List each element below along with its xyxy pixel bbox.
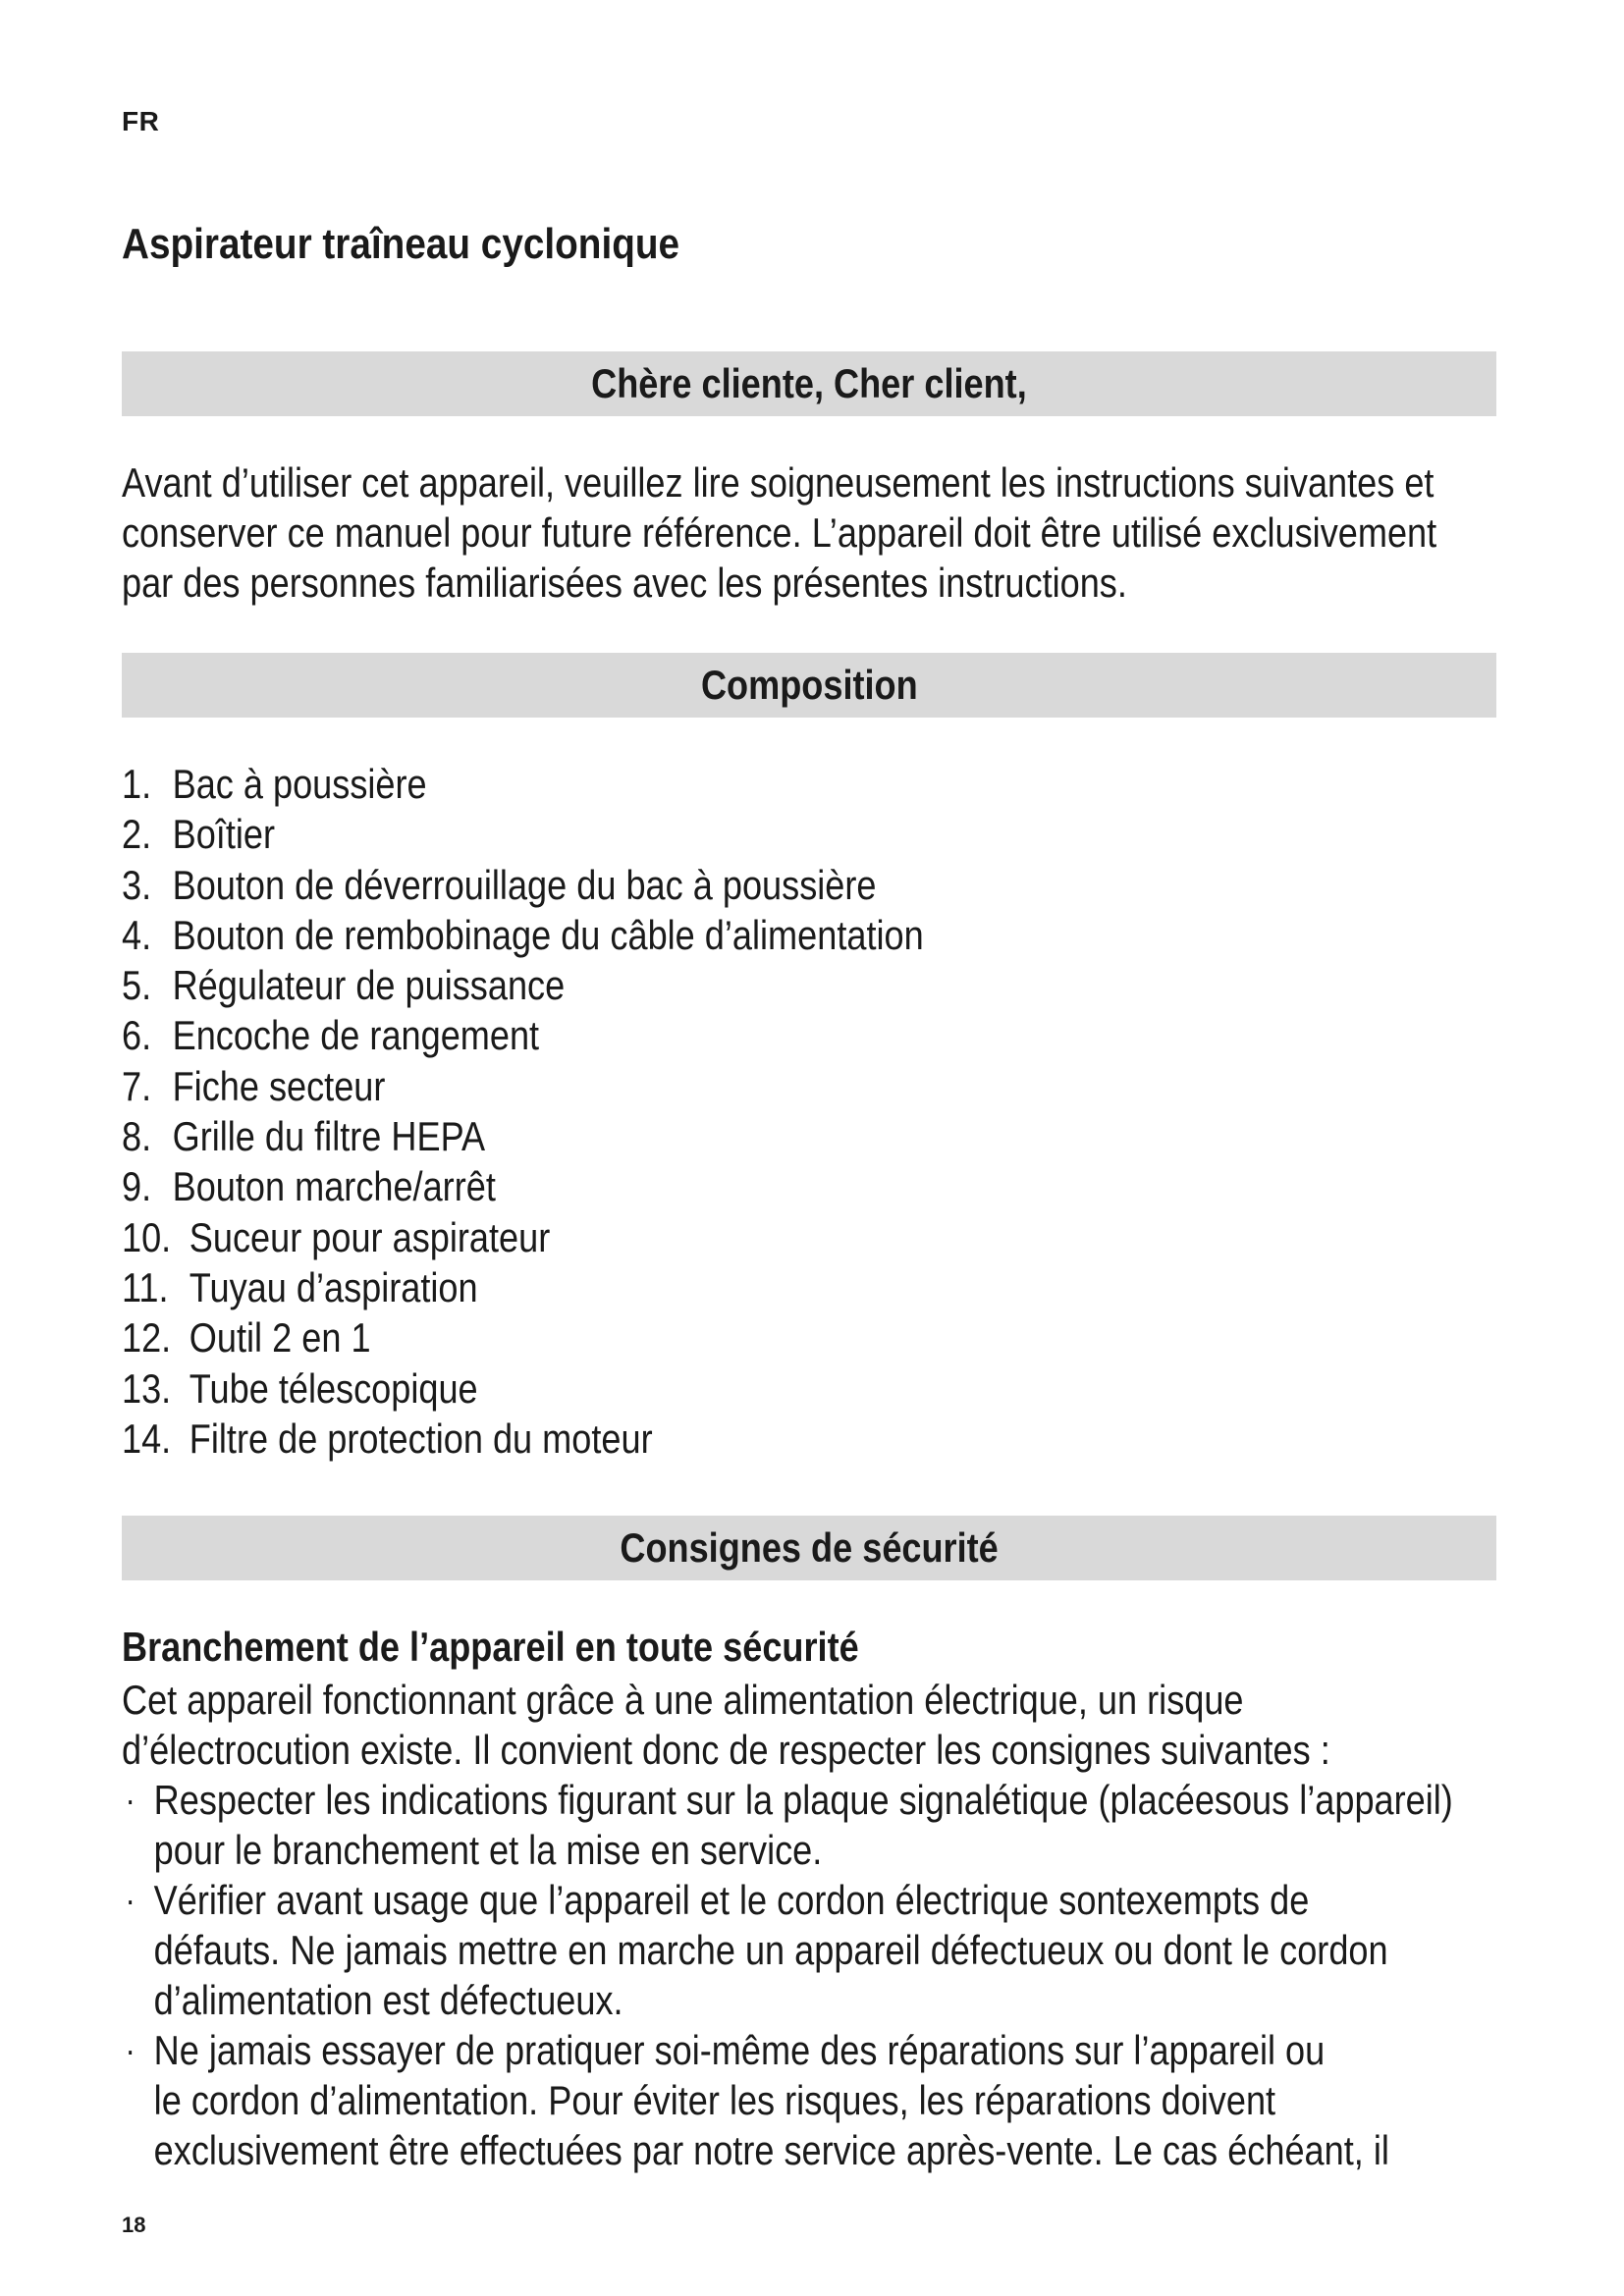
- list-item-label: Bouton marche/arrêt: [172, 1163, 496, 1210]
- safety-intro-paragraph: [122, 1675, 1330, 1775]
- section-heading-greeting: [122, 351, 1496, 416]
- list-item-number: 6.: [122, 1012, 152, 1059]
- list-item-number: 1.: [122, 761, 152, 807]
- list-item-number: 5.: [122, 962, 152, 1009]
- list-item-number: 7.: [122, 1062, 152, 1109]
- list-item: [122, 1061, 924, 1111]
- paragraph-line: Avant d’utiliser cet appareil, veuillez lire soigneusement les instructions suivantes et: [122, 459, 1435, 506]
- list-item: [122, 759, 924, 809]
- language-code: FR: [122, 106, 160, 136]
- list-item-label: Bouton de déverrouillage du bac à poussière: [172, 861, 877, 908]
- bullet-item: [122, 2025, 1453, 2175]
- bullet-icon: ·: [125, 1780, 135, 1820]
- bullet-line: pour le branchement et la mise en service.: [153, 1827, 823, 1873]
- list-item-number: 3.: [122, 861, 152, 908]
- list-item-number: 8.: [122, 1113, 152, 1160]
- paragraph-line: d’électrocution existe. Il convient donc de respecter les consignes suivantes :: [122, 1727, 1330, 1773]
- bullet-line: Respecter les indications figurant sur la plaque signalétique (placéesous l’appareil): [153, 1777, 1453, 1823]
- section-heading-composition: [122, 653, 1496, 718]
- intro-paragraph: [122, 457, 1436, 608]
- list-item-label: Bouton de rembobinage du câble d’alimentation: [172, 911, 924, 958]
- list-item-number: 4.: [122, 911, 152, 958]
- section-heading-text: Consignes de sécurité: [620, 1524, 999, 1571]
- list-item-label: Tuyau d’aspiration: [189, 1263, 478, 1310]
- list-item-label: Filtre de protection du moteur: [189, 1415, 653, 1462]
- bullet-line: exclusivement être effectuées par notre service après-vente. Le cas échéant, il: [153, 2127, 1389, 2173]
- list-item-number: 12.: [122, 1314, 172, 1362]
- list-item-label: Suceur pour aspirateur: [189, 1213, 551, 1260]
- paragraph-line: conserver ce manuel pour future référence. L’appareil doit être utilisé exclusivement: [122, 509, 1437, 556]
- list-item-label: Encoche de rangement: [172, 1012, 540, 1059]
- composition-list: [122, 759, 1055, 1464]
- section-heading-safety: [122, 1516, 1496, 1580]
- list-item-number: 10.: [122, 1213, 172, 1260]
- paragraph-line: Cet appareil fonctionnant grâce à une alimentation électrique, un risque: [122, 1677, 1244, 1723]
- list-item-number: 14.: [122, 1415, 172, 1462]
- list-item-label: Régulateur de puissance: [172, 962, 566, 1009]
- list-item-number: 9.: [122, 1163, 152, 1210]
- list-item-number: 2.: [122, 811, 152, 858]
- bullet-line: Vérifier avant usage que l’appareil et le cordon électrique sontexempts de: [153, 1877, 1310, 1923]
- list-item: [122, 1312, 924, 1362]
- list-item: [122, 809, 924, 859]
- section-heading-text: Composition: [700, 662, 918, 708]
- page-number: 18: [122, 2213, 146, 2237]
- bullet-line: Ne jamais essayer de pratiquer soi-même des réparations sur l’appareil ou: [153, 2027, 1326, 2073]
- list-item-label: Grille du filtre HEPA: [172, 1113, 486, 1160]
- list-item: [122, 910, 924, 960]
- list-item: [122, 1262, 924, 1312]
- bullet-line: d’alimentation est défectueux.: [153, 1977, 623, 2023]
- list-item-label: Tube télescopique: [189, 1364, 478, 1412]
- paragraph-line: par des personnes familiarisées avec les présentes instructions.: [122, 560, 1127, 606]
- list-item: [122, 960, 924, 1010]
- list-item-number: 13.: [122, 1364, 172, 1412]
- list-item: [122, 1111, 924, 1161]
- list-item-label: Fiche secteur: [172, 1062, 386, 1109]
- list-item: [122, 1010, 924, 1060]
- subsection-heading: Branchement de l’appareil en toute sécurité: [122, 1624, 859, 1670]
- bullet-line: défauts. Ne jamais mettre en marche un appareil défectueux ou dont le cordon: [153, 1927, 1388, 1973]
- list-item-label: Boîtier: [172, 811, 275, 858]
- bullet-icon: ·: [125, 2030, 135, 2070]
- list-item: [122, 1363, 924, 1414]
- bullet-item: [122, 1775, 1453, 1875]
- bullet-item: [122, 1875, 1453, 2025]
- list-item: [122, 1212, 924, 1262]
- list-item: [122, 860, 924, 910]
- bullet-line: le cordon d’alimentation. Pour éviter les risques, les réparations doivent: [153, 2077, 1276, 2123]
- list-item: [122, 1161, 924, 1211]
- safety-bullet-list: [122, 1775, 1624, 2175]
- list-item-label: Bac à poussière: [172, 761, 427, 807]
- list-item-number: 11.: [122, 1263, 169, 1310]
- list-item-label: Outil 2 en 1: [189, 1314, 371, 1362]
- page-title: Aspirateur traîneau cyclonique: [122, 220, 680, 268]
- list-item: [122, 1414, 924, 1464]
- section-heading-text: Chère cliente, Cher client,: [591, 360, 1027, 406]
- bullet-icon: ·: [125, 1880, 135, 1920]
